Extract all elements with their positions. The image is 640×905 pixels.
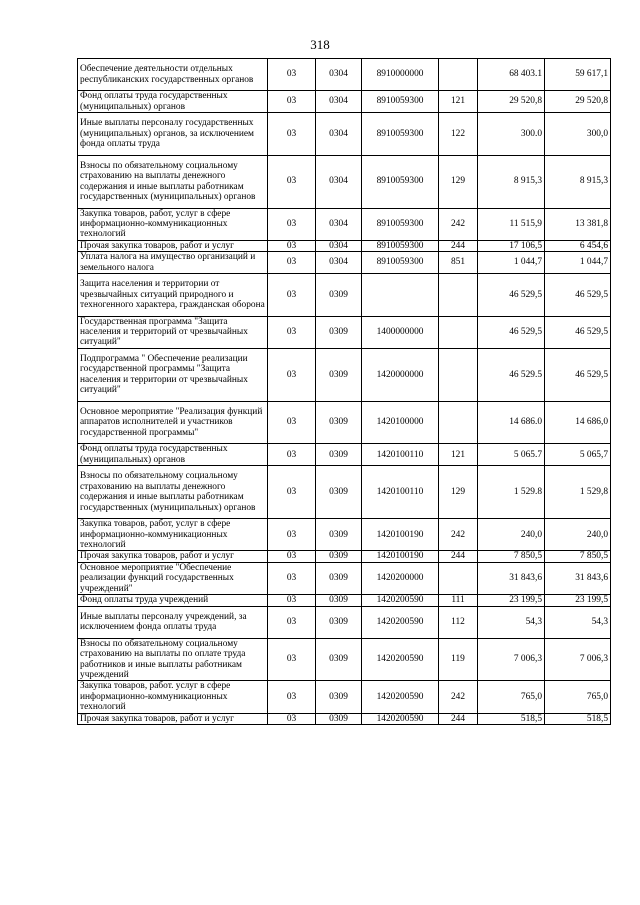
row-chapter-code: 03 (268, 208, 316, 240)
row-amount-1: 11 515,9 (478, 208, 545, 240)
row-amount-1: 1 529.8 (478, 466, 545, 519)
row-name: Фонд оплаты труда государственных (муниципальных) органов (78, 444, 268, 466)
row-name: Взносы по обязательному социальному страхованию на выплаты денежного содержания и иные выплаты работникам государственных (муниципальных) органов (78, 155, 268, 208)
row-chapter-code: 03 (268, 466, 316, 519)
row-expense-type: 121 (439, 91, 478, 113)
row-name: Закупка товаров, работ, услуг в сфере информационно-коммуникационных технологий (78, 519, 268, 551)
row-amount-1: 765,0 (478, 681, 545, 713)
row-section-code: 0309 (316, 562, 362, 594)
row-name: Закупка товаров, работ, услуг в сфере информационно-коммуникационных технологий (78, 208, 268, 240)
row-name: Взносы по обязательному социальному страхованию на выплаты денежного содержания и иные выплаты работникам государственных (муниципальных) органов (78, 466, 268, 519)
row-section-code: 0309 (316, 551, 362, 562)
table-row (78, 348, 611, 401)
row-expense-type: 121 (439, 444, 478, 466)
row-amount-2: 1 044,7 (545, 252, 611, 274)
row-amount-1: 1 044,7 (478, 252, 545, 274)
row-amount-1: 17 106,5 (478, 240, 545, 251)
row-amount-1: 46 529,5 (478, 274, 545, 317)
row-section-code: 0304 (316, 252, 362, 274)
row-expense-type (439, 562, 478, 594)
row-target-article: 8910059300 (362, 252, 439, 274)
table-row (78, 606, 611, 638)
row-expense-type: 129 (439, 466, 478, 519)
row-name: Иные выплаты персоналу государственных (муниципальных) органов, за исключением фонда оплаты труда (78, 113, 268, 156)
row-chapter-code: 03 (268, 240, 316, 251)
row-amount-2: 29 520,8 (545, 91, 611, 113)
row-amount-2: 31 843,6 (545, 562, 611, 594)
row-chapter-code: 03 (268, 316, 316, 348)
row-amount-2: 765,0 (545, 681, 611, 713)
row-chapter-code: 03 (268, 113, 316, 156)
row-amount-1: 46 529.5 (478, 348, 545, 401)
row-target-article: 1420200000 (362, 562, 439, 594)
row-section-code: 0309 (316, 606, 362, 638)
row-chapter-code: 03 (268, 713, 316, 724)
row-amount-1: 240,0 (478, 519, 545, 551)
row-expense-type (439, 274, 478, 317)
row-chapter-code: 03 (268, 155, 316, 208)
table-row (78, 274, 611, 317)
row-target-article: 1420200590 (362, 713, 439, 724)
row-name: Фонд оплаты труда государственных (муниципальных) органов (78, 91, 268, 113)
row-amount-2: 23 199,5 (545, 595, 611, 606)
row-expense-type: 851 (439, 252, 478, 274)
row-name: Закупка товаров, работ. услуг в сфере информационно-коммуникационных технологий (78, 681, 268, 713)
row-target-article: 1420100110 (362, 444, 439, 466)
table-row (78, 638, 611, 681)
budget-table-body (78, 59, 611, 725)
row-chapter-code: 03 (268, 252, 316, 274)
row-name: Обеспечение деятельности отдельных республиканских государственных органов (78, 59, 268, 91)
row-expense-type (439, 316, 478, 348)
row-amount-1: 54,3 (478, 606, 545, 638)
row-name: Прочая закупка товаров, работ и услуг (78, 240, 268, 251)
row-chapter-code: 03 (268, 519, 316, 551)
row-amount-1: 68 403.1 (478, 59, 545, 91)
row-expense-type: 112 (439, 606, 478, 638)
row-chapter-code: 03 (268, 638, 316, 681)
row-section-code: 0304 (316, 59, 362, 91)
row-amount-1: 29 520,8 (478, 91, 545, 113)
table-row (78, 316, 611, 348)
row-expense-type: 242 (439, 208, 478, 240)
row-amount-2: 7 006,3 (545, 638, 611, 681)
row-section-code: 0304 (316, 240, 362, 251)
row-target-article: 1420100190 (362, 519, 439, 551)
row-target-article: 8910059300 (362, 240, 439, 251)
row-amount-1: 7 006,3 (478, 638, 545, 681)
row-expense-type: 244 (439, 713, 478, 724)
row-name: Прочая закупка товаров, работ и услуг (78, 551, 268, 562)
row-chapter-code: 03 (268, 444, 316, 466)
row-expense-type: 129 (439, 155, 478, 208)
row-expense-type: 111 (439, 595, 478, 606)
row-chapter-code: 03 (268, 401, 316, 444)
row-section-code: 0309 (316, 466, 362, 519)
row-amount-1: 518,5 (478, 713, 545, 724)
row-amount-2: 518,5 (545, 713, 611, 724)
row-expense-type (439, 59, 478, 91)
row-amount-1: 7 850,5 (478, 551, 545, 562)
row-target-article (362, 274, 439, 317)
table-row (78, 91, 611, 113)
page-number: 318 (310, 37, 330, 52)
row-name: Иные выплаты персоналу учреждений, за исключением фонда оплаты труда (78, 606, 268, 638)
row-chapter-code: 03 (268, 562, 316, 594)
table-row (78, 562, 611, 594)
row-expense-type: 244 (439, 551, 478, 562)
row-name: Уплата налога на имущество организаций и земельного налога (78, 252, 268, 274)
row-amount-2: 13 381,8 (545, 208, 611, 240)
row-amount-1: 300.0 (478, 113, 545, 156)
row-target-article: 1420100110 (362, 466, 439, 519)
row-amount-1: 23 199,5 (478, 595, 545, 606)
row-target-article: 8910000000 (362, 59, 439, 91)
row-name: Прочая закупка товаров, работ и услуг (78, 713, 268, 724)
row-chapter-code: 03 (268, 681, 316, 713)
row-amount-1: 46 529,5 (478, 316, 545, 348)
table-row (78, 444, 611, 466)
row-chapter-code: 03 (268, 606, 316, 638)
row-expense-type: 122 (439, 113, 478, 156)
row-section-code: 0309 (316, 401, 362, 444)
table-row (78, 59, 611, 91)
row-amount-1: 31 843,6 (478, 562, 545, 594)
row-amount-2: 300,0 (545, 113, 611, 156)
row-target-article: 8910059300 (362, 208, 439, 240)
table-row (78, 155, 611, 208)
row-target-article: 1420100000 (362, 401, 439, 444)
row-chapter-code: 03 (268, 274, 316, 317)
row-expense-type (439, 401, 478, 444)
row-target-article: 1420200590 (362, 681, 439, 713)
row-target-article: 1420200590 (362, 606, 439, 638)
row-section-code: 0309 (316, 274, 362, 317)
row-section-code: 0304 (316, 113, 362, 156)
row-name: Подпрограмма " Обеспечение реализации государственной программы "Защита населения и территории от чрезвычайных ситуаций" (78, 348, 268, 401)
row-section-code: 0309 (316, 713, 362, 724)
row-section-code: 0309 (316, 595, 362, 606)
table-row (78, 252, 611, 274)
row-section-code: 0309 (316, 444, 362, 466)
row-section-code: 0304 (316, 91, 362, 113)
row-section-code: 0309 (316, 681, 362, 713)
row-chapter-code: 03 (268, 348, 316, 401)
row-section-code: 0309 (316, 348, 362, 401)
row-expense-type: 242 (439, 681, 478, 713)
row-section-code: 0304 (316, 208, 362, 240)
row-amount-2: 1 529,8 (545, 466, 611, 519)
row-amount-2: 59 617,1 (545, 59, 611, 91)
row-target-article: 1420100190 (362, 551, 439, 562)
row-expense-type: 242 (439, 519, 478, 551)
row-target-article: 8910059300 (362, 155, 439, 208)
row-expense-type: 119 (439, 638, 478, 681)
row-amount-2: 14 686,0 (545, 401, 611, 444)
table-row (78, 713, 611, 724)
row-amount-2: 5 065,7 (545, 444, 611, 466)
row-amount-2: 7 850,5 (545, 551, 611, 562)
row-target-article: 1420200590 (362, 638, 439, 681)
row-name: Государственная программа "Защита населения и территорий от чрезвычайных ситуаций" (78, 316, 268, 348)
table-row (78, 208, 611, 240)
table-row (78, 113, 611, 156)
row-chapter-code: 03 (268, 595, 316, 606)
row-name: Основное мероприятие "Обеспечение реализации функций государственных учреждений" (78, 562, 268, 594)
row-target-article: 8910059300 (362, 91, 439, 113)
row-target-article: 1400000000 (362, 316, 439, 348)
row-target-article: 1420000000 (362, 348, 439, 401)
row-expense-type (439, 348, 478, 401)
table-row (78, 240, 611, 251)
row-chapter-code: 03 (268, 91, 316, 113)
row-name: Основное мероприятие "Реализация функций аппаратов исполнителей и участников государственной программы" (78, 401, 268, 444)
row-amount-1: 14 686.0 (478, 401, 545, 444)
table-row (78, 681, 611, 713)
row-name: Защита населения и территории от чрезвычайных ситуаций природного и техногенного характера, гражданская оборона (78, 274, 268, 317)
row-section-code: 0304 (316, 155, 362, 208)
row-name: Фонд оплаты труда учреждений (78, 595, 268, 606)
row-amount-2: 46 529,5 (545, 274, 611, 317)
row-amount-2: 46 529,5 (545, 316, 611, 348)
row-target-article: 1420200590 (362, 595, 439, 606)
row-chapter-code: 03 (268, 551, 316, 562)
row-amount-2: 46 529,5 (545, 348, 611, 401)
row-amount-2: 8 915,3 (545, 155, 611, 208)
budget-table (77, 58, 611, 725)
row-amount-1: 8 915,3 (478, 155, 545, 208)
table-row (78, 519, 611, 551)
row-expense-type: 244 (439, 240, 478, 251)
table-row (78, 466, 611, 519)
row-target-article: 8910059300 (362, 113, 439, 156)
row-amount-1: 5 065.7 (478, 444, 545, 466)
row-section-code: 0309 (316, 638, 362, 681)
row-section-code: 0309 (316, 519, 362, 551)
row-amount-2: 6 454,6 (545, 240, 611, 251)
row-section-code: 0309 (316, 316, 362, 348)
table-row (78, 401, 611, 444)
table-row (78, 551, 611, 562)
table-row (78, 595, 611, 606)
row-amount-2: 240,0 (545, 519, 611, 551)
row-chapter-code: 03 (268, 59, 316, 91)
row-amount-2: 54,3 (545, 606, 611, 638)
row-name: Взносы по обязательному социальному страхованию на выплаты по оплате труда работников и иные выплаты работникам учреждений (78, 638, 268, 681)
